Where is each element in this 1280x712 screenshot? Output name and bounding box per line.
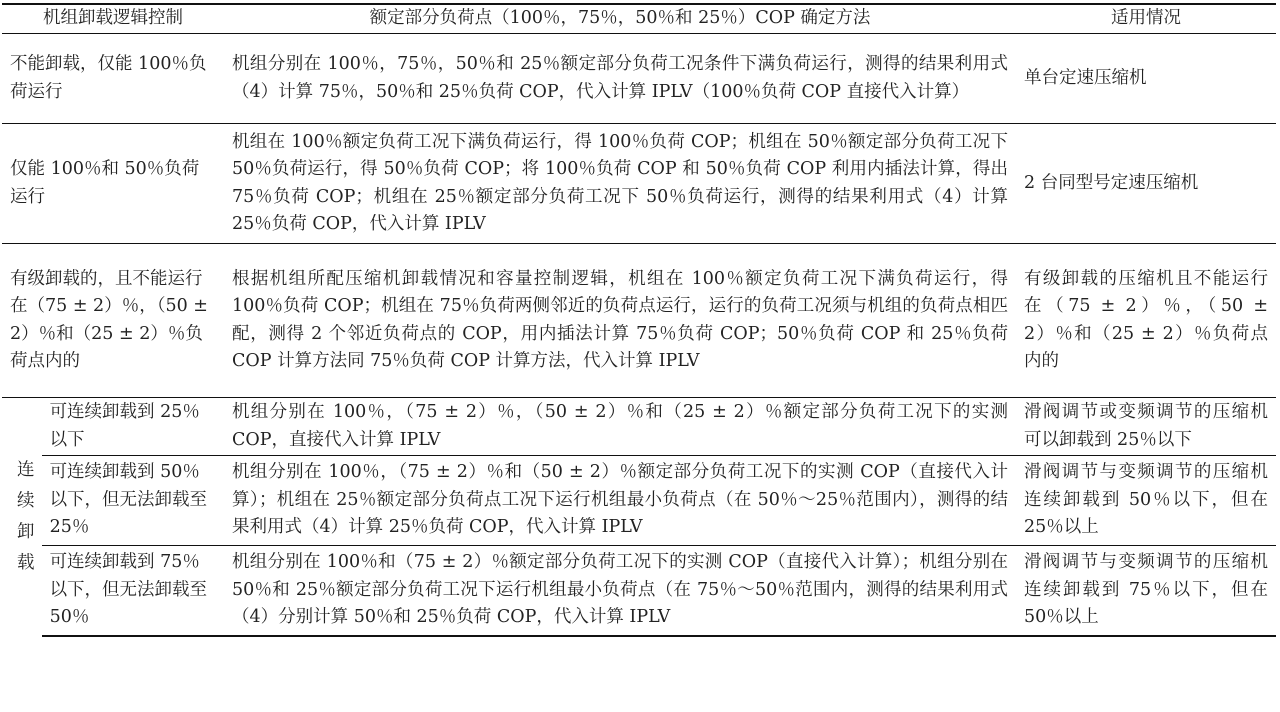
table-row [2, 456, 1276, 546]
label-char: 连 [17, 459, 35, 480]
label-char: 载 [17, 552, 35, 573]
header-applicable: 适用情况 [1016, 4, 1276, 34]
label-char: 卸 [17, 521, 35, 542]
cell-logic: 有级卸载的，且不能运行在（75 ± 2）％，（50 ± 2）％和（25 ± 2）％负荷点内的 [2, 244, 224, 398]
cell-logic: 不能卸载，仅能 100％负荷运行 [10, 54, 207, 102]
cell-applicable: 2 台同型号定速压缩机 [1016, 124, 1276, 244]
cell-logic: 可连续卸载到 25％以下 [42, 398, 224, 456]
header-method: 额定部分负荷点（100％，75％，50％和 25％）COP 确定方法 [224, 4, 1016, 34]
cell-logic: 可连续卸载到 50％以下，但无法卸载至 25％ [42, 456, 224, 546]
cell-method: 机组分别在 100％，（75 ± 2）％和（50 ± 2）％额定部分负荷工况下的实测 COP（直接代入计算）；机组在 25％额定部分负荷点工况下运行机组最小负荷点（在 50％～25％范围内），测得的结果利用式（4）计算 25％负荷 COP，代入计算 IPLV [224, 456, 1016, 546]
continuous-unload-label [2, 398, 42, 636]
label-char: 续 [17, 490, 35, 511]
cell-applicable: 有级卸载的压缩机且不能运行在（75 ± 2）％，（50 ± 2）％和（25 ± 2）％负荷点内的 [1016, 244, 1276, 398]
cop-method-table [2, 3, 1276, 637]
cell-logic: 可连续卸载到 75％以下，但无法卸载至 50％ [42, 546, 224, 636]
cell-applicable: 单台定速压缩机 [1024, 67, 1147, 88]
cell-method: 机组分别在 100％和（75 ± 2）％额定部分负荷工况下的实测 COP（直接代入计算）；机组分别在 50％和 25％额定部分负荷工况下运行机组最小负荷点（在 75％～50％范围内，测得的结果利用式（4）分别计算 50％和 25％负荷 COP，代入计算 IPLV [224, 546, 1016, 636]
cell-applicable: 滑阀调节或变频调节的压缩机可以卸载到 25％以下 [1016, 398, 1276, 456]
table-row [2, 398, 1276, 456]
table-row [2, 124, 1276, 244]
header-row [2, 4, 1276, 34]
table-row [2, 546, 1276, 636]
cell-method: 机组分别在 100％，75％，50％和 25％额定部分负荷工况条件下满负荷运行，测得的结果利用式（4）计算 75％，50％和 25％负荷 COP，代入计算 IPLV（100％负荷 COP 直接代入计算） [232, 54, 1008, 102]
cell-method: 根据机组所配压缩机卸载情况和容量控制逻辑，机组在 100％额定负荷工况下满负荷运行，得 100％负荷 COP；机组在 75％负荷两侧邻近的负荷点运行，运行的负荷工况须与机组的负荷点相匹配，测得 2 个邻近负荷点的 COP，用内插法计算 75％负荷 COP；50％负荷 COP 和 25％负荷 COP 计算方法同 75％负荷 COP 计算方法，代入计算 IPLV [224, 244, 1016, 398]
header-logic: 机组卸载逻辑控制 [2, 4, 224, 34]
table-row [2, 244, 1276, 398]
cell-method: 机组分别在 100％，（75 ± 2）％，（50 ± 2）％和（25 ± 2）％额定部分负荷工况下的实测 COP，直接代入计算 IPLV [224, 398, 1016, 456]
cell-method: 机组在 100％额定负荷工况下满负荷运行，得 100％负荷 COP；机组在 50％额定部分负荷工况下 50％负荷运行，得 50％负荷 COP；将 100％负荷 COP 和 50％负荷 COP 利用内插法计算，得出 75％负荷 COP；机组在 25％额定部分负荷工况下 50％负荷运行，测得的结果利用式（4）计算 25％负荷 COP，代入计算 IPLV [224, 124, 1016, 244]
table-row [2, 34, 1276, 124]
cell-logic: 仅能 100％和 50％负荷运行 [2, 124, 224, 244]
cell-applicable: 滑阀调节与变频调节的压缩机连续卸载到 50％以下，但在 25％以上 [1016, 456, 1276, 546]
table-body [2, 34, 1276, 636]
table-header [2, 4, 1276, 34]
cell-applicable: 滑阀调节与变频调节的压缩机连续卸载到 75％以下，但在 50％以上 [1016, 546, 1276, 636]
